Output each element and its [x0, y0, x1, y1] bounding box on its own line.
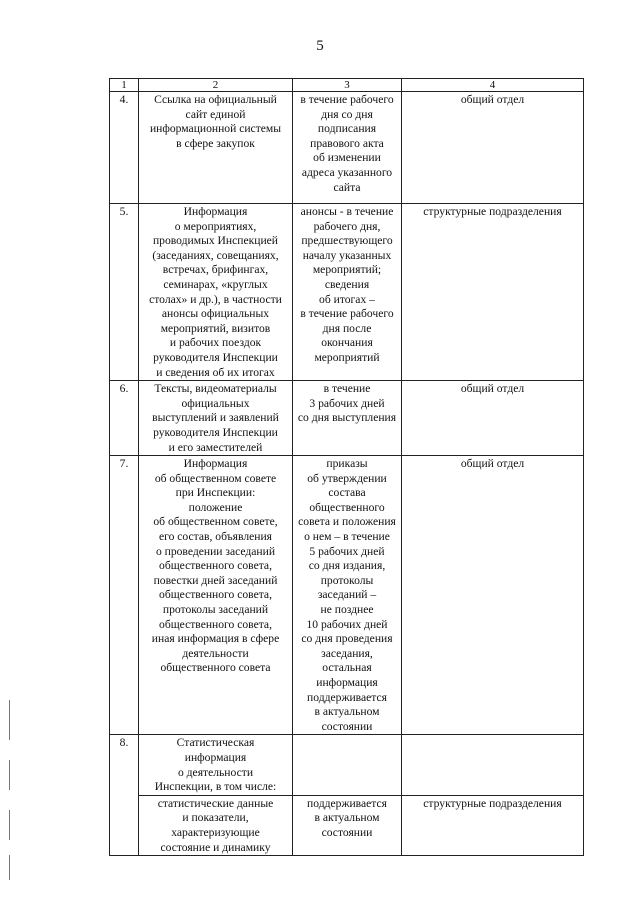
info-type-cell: Информация о мероприятиях, проводимых Инспекцией (заседаниях, совещаниях, встречах, брифингах, семинарах, «круглых столах» и др.), в частности анонсы официальных мероприятий, визитов и рабочих поездок руководителя Инспекции и сведения об их итогах [139, 204, 293, 381]
table-header-row [110, 79, 584, 92]
deadline-cell: поддерживается в актуальном состоянии [293, 795, 402, 855]
scan-margin-mark [9, 760, 10, 790]
column-header: 1 [110, 79, 139, 92]
scan-margin-mark [9, 810, 10, 840]
info-type-cell: Статистическая информация о деятельности Инспекции, в том числе: [139, 735, 293, 795]
responsible-cell: общий отдел [402, 381, 584, 456]
table-row [110, 204, 584, 381]
responsible-cell [402, 735, 584, 795]
table-row [110, 456, 584, 735]
row-number: 8. [110, 735, 139, 856]
info-type-cell: статистические данные и показатели, характеризующие состояние и динамику [139, 795, 293, 855]
table-row [110, 795, 584, 855]
deadline-cell [293, 735, 402, 795]
deadline-cell: анонсы - в течение рабочего дня, предшествующего началу указанных мероприятий; сведения об итогах – в течение рабочего дня после окончания мероприятий [293, 204, 402, 381]
table-row [110, 735, 584, 795]
info-type-cell: Тексты, видеоматериалы официальных выступлений и заявлений руководителя Инспекции и его заместителей [139, 381, 293, 456]
responsible-cell: структурные подразделения [402, 795, 584, 855]
column-header: 2 [139, 79, 293, 92]
info-type-cell: Ссылка на официальный сайт единой информационной системы в сфере закупок [139, 92, 293, 204]
row-number: 4. [110, 92, 139, 204]
scan-margin-mark [9, 855, 10, 880]
responsible-cell: общий отдел [402, 456, 584, 735]
row-number: 7. [110, 456, 139, 735]
column-header: 4 [402, 79, 584, 92]
scan-margin-mark [9, 700, 10, 740]
column-header: 3 [293, 79, 402, 92]
page-number: 5 [316, 38, 324, 54]
table-row [110, 92, 584, 204]
table-row [110, 381, 584, 456]
deadline-cell: в течение рабочего дня со дня подписания правового акта об изменении адреса указанного сайта [293, 92, 402, 204]
row-number: 6. [110, 381, 139, 456]
info-table [109, 78, 584, 856]
info-type-cell: Информация об общественном совете при Инспекции: положение об общественном совете, его состав, объявления о проведении заседаний общественного совета, повестки дней заседаний общественного совета, протоколы заседаний общественного совета, иная информация в сфере деятельности общественного совета [139, 456, 293, 735]
row-number: 5. [110, 204, 139, 381]
responsible-cell: общий отдел [402, 92, 584, 204]
deadline-cell: в течение 3 рабочих дней со дня выступления [293, 381, 402, 456]
deadline-cell: приказы об утверждении состава общественного совета и положения о нем – в течение 5 рабочих дней со дня издания, протоколы заседаний – не позднее 10 рабочих дней со дня проведения заседания, остальная информация поддерживается в актуальном состоянии [293, 456, 402, 735]
responsible-cell: структурные подразделения [402, 204, 584, 381]
